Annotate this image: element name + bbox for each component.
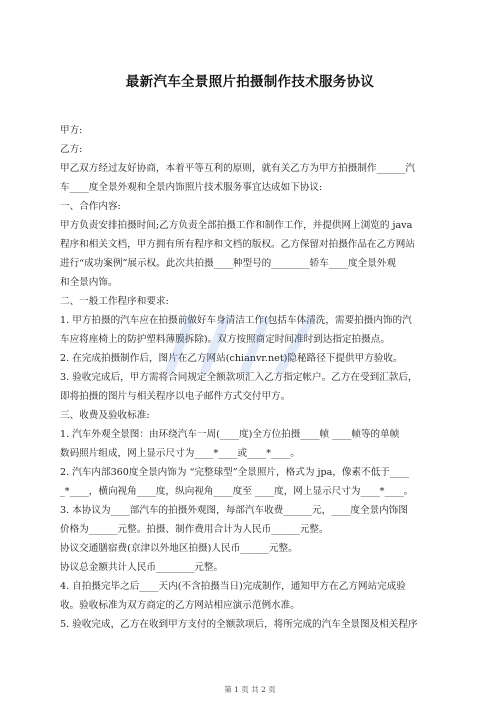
paragraph-line: 1. 汽车外观全景图：由环绕汽车一周(____度)全方位拍摄____帧 ____帧等的单帧 <box>60 429 400 440</box>
paragraph-line: 程序和相关文档，甲方拥有所有程序和文档的版权。乙方保留对拍摄作品在乙方网站 <box>60 239 415 250</box>
page-footer: 第 1 页 共 2 页 <box>224 685 276 694</box>
paragraph-line: 车应将座椅上的防护塑料薄膜拆除)。双方按照商定时间准时到达指定拍摄点。 <box>60 334 390 345</box>
paragraph-line: 甲方负责安排拍摄时间;乙方负责全部拍摄工作和制作工作，并提供网上浏览的 java <box>60 220 413 231</box>
paragraph-line: 和全景内饰。 <box>60 277 118 288</box>
section-heading: 二、一般工作程序和要求: <box>60 296 169 307</box>
paragraph-line: 3. 本协议为____部汽车的拍摄外观图，每部汽车收费______元，____度全景内饰图 <box>60 505 408 516</box>
paragraph-line: 协议交通膳宿费(京津以外地区拍摄)人民币______元整。 <box>60 543 298 554</box>
paragraph-line: _*____，横向视角____度，纵向视角____度至 ____度，网上显示尺寸为____*____。 <box>60 486 414 497</box>
paragraph-line: 5. 验收完成，乙方在收到甲方支付的全额款项后，将所完成的汽车全景图及相关程序 <box>60 619 418 630</box>
paragraph-line: 甲乙双方经过友好协商，本着平等互利的原则，就有关乙方为甲方拍摄制作______汽 <box>60 163 415 174</box>
paragraph-line: 2. 在完成拍摄制作后，图片在乙方网站(chianvr.net)隐秘路径下提供甲方验收。 <box>60 353 403 364</box>
paragraph-line: 2. 汽车内部360度全景内饰为 “完整球型”全景照片，格式为 jpa，像素不低于____ <box>60 467 410 478</box>
party-b-line: 乙方: <box>60 144 83 155</box>
paragraph-line: 3. 验收完成后，甲方需将合同规定全额款项汇入乙方指定帐户。乙方在受到汇款后， <box>60 372 418 383</box>
section-heading: 一、合作内容: <box>60 201 121 212</box>
paragraph-line: 4. 自拍摄完毕之后____天内(不含拍摄当日)完成制作，通知甲方在乙方网站完成验 <box>60 581 406 592</box>
document-title: 最新汽车全景照片拍摄制作技术服务协议 <box>125 74 375 90</box>
paragraph-line: 车____度全景外观和全景内饰照片技术服务事宜达成如下协议: <box>60 182 323 193</box>
section-heading: 三、收费及验收标准: <box>60 410 150 421</box>
paragraph-line: 即将拍摄的图片与相关程序以电子邮件方式交付甲方。 <box>60 391 291 402</box>
paragraph-line: 收。验收标准为双方商定的乙方网站相应演示范例水准。 <box>60 600 300 611</box>
paragraph-line: 协议总金额共计人民币________元整。 <box>60 562 224 573</box>
paragraph-line: 进行“成功案例”展示权。此次共拍摄____种型号的________轿车____度全景外观 <box>60 258 396 269</box>
party-a-line: 甲方: <box>60 125 83 136</box>
paragraph-line: 数码照片组成，网上显示尺寸为____*____或____*____。 <box>60 448 300 459</box>
document-body <box>60 121 446 634</box>
paragraph-line: 1. 甲方拍摄的汽车应在拍摄前做好车身清洁工作(包括车体清洗，需要拍摄内饰的汽 <box>60 315 412 326</box>
paragraph-line: 价格为______元整。拍摄、制作费用合计为人民币______元整。 <box>60 524 329 535</box>
